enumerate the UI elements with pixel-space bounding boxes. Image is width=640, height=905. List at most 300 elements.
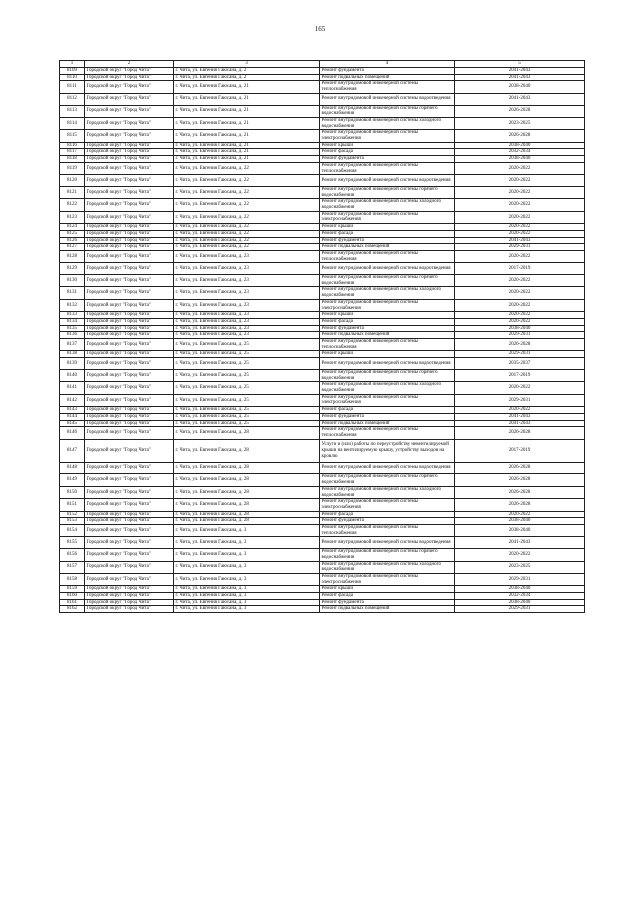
row-number-cell: 8158 [60,573,85,585]
address-cell: г. Чита, ул. Евгения Гаюсана, д. 23 [174,263,320,275]
municipality-cell: Городской округ "Город Чита" [85,420,174,427]
work-type-cell: Ремонт внутридомовой инженерной системы электроснабжения [320,499,455,511]
address-cell: г. Чита, ул. Евгения Гаюсана, д. 23 [174,287,320,299]
address-cell: г. Чита, ул. Евгения Гаюсана, д. 21 [174,93,320,105]
table-row [60,318,585,325]
table-row [60,224,585,231]
row-number-cell: 8137 [60,339,85,351]
period-cell: 2020-2022 [455,299,585,311]
address-cell: г. Чита, ул. Евгения Гаюсана, д. 21 [174,105,320,117]
address-cell: г. Чита, ул. Евгения Гаюсана, д. 25 [174,413,320,420]
work-type-cell: Ремонт фасада [320,407,455,414]
row-number-cell: 8128 [60,250,85,262]
period-cell: 2029-2031 [455,244,585,251]
table-row [60,394,585,406]
row-number-cell: 8118 [60,156,85,163]
work-type-cell: Ремонт внутридомовой инженерной системы теплоснабжения [320,525,455,537]
table-row [60,474,585,486]
work-type-cell: Ремонт внутридомовой инженерной системы горячего водоснабжения [320,549,455,561]
address-cell: г. Чита, ул. Евгения Гаюсана, д. 22 [174,224,320,231]
period-cell: 2020-2022 [455,224,585,231]
period-cell: 2017-2019 [455,263,585,275]
row-number-cell: 8136 [60,332,85,339]
table-row [60,250,585,262]
work-type-cell: Ремонт крыши [320,312,455,319]
municipality-cell: Городской округ "Город Чита" [85,474,174,486]
address-cell: г. Чита, ул. Евгения Гаюсана, д. 3 [174,586,320,593]
period-cell: 2023-2025 [455,561,585,573]
table-row [60,573,585,585]
table-row [60,299,585,311]
period-cell: 2026-2028 [455,486,585,498]
municipality-cell: Городской округ "Город Чита" [85,175,174,187]
period-cell: 2020-2022 [455,211,585,223]
municipality-cell: Городской округ "Город Чита" [85,68,174,75]
period-cell: 2038-2040 [455,142,585,149]
column-number: 4 [320,61,455,68]
row-number-cell: 8127 [60,244,85,251]
period-cell: 2032-2034 [455,593,585,600]
row-number-cell: 8132 [60,299,85,311]
work-type-cell: Ремонт крыши [320,351,455,358]
table-row [60,382,585,394]
period-cell: 2020-2022 [455,382,585,394]
work-type-cell: Ремонт внутридомовой инженерной системы холодного водоснабжения [320,486,455,498]
work-type-cell: Ремонт внутридомовой инженерной системы водоотведения [320,537,455,549]
municipality-cell: Городской округ "Город Чита" [85,186,174,198]
period-cell: 2020-2022 [455,312,585,319]
address-cell: г. Чита, ул. Евгения Гаюсана, д. 25 [174,358,320,370]
column-number: 1 [60,61,85,68]
table-row [60,199,585,211]
period-cell: 2038-2040 [455,525,585,537]
period-cell: 2020-2022 [455,549,585,561]
address-cell: г. Чита, ул. Евгения Гаюсана, д. 25 [174,394,320,406]
address-cell: г. Чита, ул. Евгения Гаюсана, д. 21 [174,142,320,149]
address-cell: г. Чита, ул. Евгения Гаюсана, д. 28 [174,439,320,462]
row-number-cell: 8121 [60,186,85,198]
period-cell: 2029-2031 [455,573,585,585]
period-cell: 2032-2034 [455,149,585,156]
period-cell: 2041-2043 [455,420,585,427]
row-number-cell: 8115 [60,130,85,142]
work-type-cell: Ремонт фундамента [320,325,455,332]
table-row [60,149,585,156]
period-cell: 2020-2022 [455,199,585,211]
table-row [60,462,585,474]
municipality-cell: Городской округ "Город Чита" [85,394,174,406]
work-type-cell: Ремонт фундамента [320,599,455,606]
address-cell: г. Чита, ул. Евгения Гаюсана, д. 23 [174,250,320,262]
period-cell: 2029-2031 [455,606,585,613]
table-row [60,325,585,332]
work-type-cell: Ремонт подвальных помещений [320,606,455,613]
period-cell: 2026-2028 [455,462,585,474]
work-type-cell: Ремонт внутридомовой инженерной системы горячего водоснабжения [320,474,455,486]
municipality-cell: Городской округ "Город Чита" [85,499,174,511]
municipality-cell: Городской округ "Город Чита" [85,81,174,93]
work-type-cell: Ремонт подвальных помещений [320,332,455,339]
municipality-cell: Городской округ "Город Чита" [85,275,174,287]
row-number-cell: 8150 [60,486,85,498]
municipality-cell: Городской округ "Город Чита" [85,573,174,585]
row-number-cell: 8129 [60,263,85,275]
address-cell: г. Чита, ул. Евгения Гаюсана, д. 3 [174,593,320,600]
municipality-cell: Городской округ "Город Чита" [85,339,174,351]
row-number-cell: 8159 [60,586,85,593]
period-cell: 2041-2043 [455,93,585,105]
work-type-cell: Ремонт фундамента [320,68,455,75]
address-cell: г. Чита, ул. Евгения Гаюсана, д. 23 [174,325,320,332]
municipality-cell: Городской округ "Город Чита" [85,599,174,606]
work-type-cell: Ремонт внутридомовой инженерной системы теплоснабжения [320,81,455,93]
table-row [60,81,585,93]
work-type-cell: Ремонт внутридомовой инженерной системы холодного водоснабжения [320,561,455,573]
period-cell: 2020-2022 [455,407,585,414]
row-number-cell: 8147 [60,439,85,462]
address-cell: г. Чита, ул. Евгения Гаюсана, д. 22 [174,237,320,244]
table-row [60,511,585,518]
table-row [60,275,585,287]
address-cell: г. Чита, ул. Евгения Гаюсана, д. 28 [174,511,320,518]
address-cell: г. Чита, ул. Евгения Гаюсана, д. 22 [174,230,320,237]
period-cell: 2026-2028 [455,130,585,142]
work-type-cell: Ремонт крыши [320,586,455,593]
address-cell: г. Чита, ул. Евгения Гаюсана, д. 3 [174,606,320,613]
period-cell: 2029-2031 [455,332,585,339]
row-number-cell: 8151 [60,499,85,511]
address-cell: г. Чита, ул. Евгения Гаюсана, д. 28 [174,474,320,486]
row-number-cell: 8114 [60,117,85,129]
table-row [60,263,585,275]
table-row [60,339,585,351]
address-cell: г. Чита, ул. Евгения Гаюсана, д. 3 [174,561,320,573]
period-cell: 2038-2040 [455,518,585,525]
row-number-cell: 8117 [60,149,85,156]
work-type-cell: Ремонт фундамента [320,237,455,244]
municipality-cell: Городской округ "Город Чита" [85,299,174,311]
municipality-cell: Городской округ "Город Чита" [85,382,174,394]
row-number-cell: 8112 [60,93,85,105]
work-type-cell: Ремонт внутридомовой инженерной системы водоотведения [320,358,455,370]
period-cell: 2020-2022 [455,287,585,299]
table-row [60,332,585,339]
row-number-cell: 8162 [60,606,85,613]
row-number-cell: 8135 [60,325,85,332]
period-cell: 2041-2043 [455,537,585,549]
address-cell: г. Чита, ул. Евгения Гаюсана, д. 3 [174,573,320,585]
work-type-cell: Ремонт внутридомовой инженерной системы теплоснабжения [320,250,455,262]
municipality-cell: Городской округ "Город Чита" [85,332,174,339]
municipality-cell: Городской округ "Город Чита" [85,439,174,462]
address-cell: г. Чита, ул. Евгения Гаюсана, д. 25 [174,351,320,358]
municipality-cell: Городской округ "Город Чита" [85,486,174,498]
period-cell: 2038-2040 [455,586,585,593]
table-row [60,93,585,105]
column-number: 3 [174,61,320,68]
address-cell: г. Чита, ул. Евгения Гаюсана, д. 3 [174,537,320,549]
period-cell: 2023-2025 [455,117,585,129]
table-row [60,518,585,525]
address-cell: г. Чита, ул. Евгения Гаюсана, д. 22 [174,186,320,198]
row-number-cell: 8153 [60,518,85,525]
row-number-cell: 8149 [60,474,85,486]
work-type-cell: Ремонт внутридомовой инженерной системы электроснабжения [320,211,455,223]
municipality-cell: Городской округ "Город Чита" [85,156,174,163]
work-type-cell: Ремонт подвальных помещений [320,74,455,81]
work-type-cell: Ремонт внутридомовой инженерной системы теплоснабжения [320,162,455,174]
address-cell: г. Чита, ул. Евгения Гаюсана, д. 25 [174,369,320,381]
table-row [60,369,585,381]
address-cell: г. Чита, ул. Евгения Гаюсана, д. 28 [174,486,320,498]
row-number-cell: 8109 [60,68,85,75]
period-cell: 2020-2022 [455,230,585,237]
table-row [60,599,585,606]
work-type-cell: Ремонт внутридомовой инженерной системы водоотведения [320,175,455,187]
municipality-cell: Городской округ "Город Чита" [85,263,174,275]
municipality-cell: Городской округ "Город Чита" [85,525,174,537]
municipality-cell: Городской округ "Город Чита" [85,593,174,600]
row-number-cell: 8110 [60,74,85,81]
table-row [60,230,585,237]
table-row [60,351,585,358]
row-number-cell: 8126 [60,237,85,244]
row-number-cell: 8146 [60,427,85,439]
address-cell: г. Чита, ул. Евгения Гаюсана, д. 22 [174,175,320,187]
row-number-cell: 8140 [60,369,85,381]
municipality-cell: Городской округ "Город Чита" [85,224,174,231]
work-type-cell: Ремонт внутридомовой инженерной системы горячего водоснабжения [320,369,455,381]
row-number-cell: 8111 [60,81,85,93]
period-cell: 2020-2022 [455,186,585,198]
row-number-cell: 8116 [60,142,85,149]
period-cell: 2020-2022 [455,162,585,174]
work-type-cell: Ремонт внутридомовой инженерной системы теплоснабжения [320,339,455,351]
row-number-cell: 8113 [60,105,85,117]
municipality-cell: Городской округ "Город Чита" [85,93,174,105]
table-row [60,105,585,117]
work-type-cell: Ремонт фундамента [320,518,455,525]
period-cell: 2029-2031 [455,351,585,358]
municipality-cell: Городской округ "Город Чита" [85,312,174,319]
municipality-cell: Городской округ "Город Чита" [85,287,174,299]
municipality-cell: Городской округ "Город Чита" [85,325,174,332]
address-cell: г. Чита, ул. Евгения Гаюсана, д. 28 [174,427,320,439]
table-row [60,561,585,573]
municipality-cell: Городской округ "Город Чита" [85,561,174,573]
work-type-cell: Ремонт внутридомовой инженерной системы теплоснабжения [320,427,455,439]
work-type-cell: Ремонт внутридомовой инженерной системы холодного водоснабжения [320,287,455,299]
work-type-cell: Ремонт крыши [320,224,455,231]
municipality-cell: Городской округ "Город Чита" [85,149,174,156]
address-cell: г. Чита, ул. Евгения Гаюсана, д. 23 [174,299,320,311]
row-number-cell: 8142 [60,394,85,406]
work-type-cell: Ремонт внутридомовой инженерной системы горячего водоснабжения [320,275,455,287]
table-row [60,162,585,174]
table-row [60,420,585,427]
address-cell: г. Чита, ул. Евгения Гаюсана, д. 21 [174,130,320,142]
work-type-cell: Ремонт внутридомовой инженерной системы электроснабжения [320,573,455,585]
address-cell: г. Чита, ул. Евгения Гаюсана, д. 21 [174,156,320,163]
work-type-cell: Ремонт фасада [320,318,455,325]
row-number-cell: 8120 [60,175,85,187]
municipality-cell: Городской округ "Город Чита" [85,586,174,593]
row-number-cell: 8131 [60,287,85,299]
row-number-cell: 8157 [60,561,85,573]
municipality-cell: Городской округ "Город Чита" [85,606,174,613]
period-cell: 2026-2028 [455,339,585,351]
table-row [60,237,585,244]
period-cell: 2020-2022 [455,318,585,325]
address-cell: г. Чита, ул. Евгения Гаюсана, д. 25 [174,339,320,351]
address-cell: г. Чита, ул. Евгения Гаюсана, д. 23 [174,312,320,319]
row-number-cell: 8139 [60,358,85,370]
row-number-cell: 8154 [60,525,85,537]
table-row [60,407,585,414]
table-row [60,156,585,163]
table-row [60,244,585,251]
municipality-cell: Городской округ "Город Чита" [85,130,174,142]
address-cell: г. Чита, ул. Евгения Гаюсана, д. 21 [174,81,320,93]
table-row [60,537,585,549]
municipality-cell: Городской округ "Город Чита" [85,74,174,81]
column-number: 2 [85,61,174,68]
municipality-cell: Городской округ "Город Чита" [85,369,174,381]
period-cell: 2020-2022 [455,250,585,262]
row-number-cell: 8148 [60,462,85,474]
period-cell: 2035-2037 [455,358,585,370]
table-row [60,486,585,498]
page-number: 165 [314,25,326,33]
work-type-cell: Ремонт внутридомовой инженерной системы водоотведения [320,93,455,105]
address-cell: г. Чита, ул. Евгения Гаюсана, д. 2 [174,74,320,81]
row-number-cell: 8155 [60,537,85,549]
table-row [60,413,585,420]
municipality-cell: Городской округ "Город Чита" [85,211,174,223]
work-type-cell: Ремонт крыши [320,142,455,149]
period-cell: 2041-2043 [455,74,585,81]
address-cell: г. Чита, ул. Евгения Гаюсана, д. 23 [174,318,320,325]
work-type-cell: Ремонт внутридомовой инженерной системы электроснабжения [320,130,455,142]
period-cell: 2041-2043 [455,413,585,420]
work-type-cell: Ремонт внутридомовой инженерной системы холодного водоснабжения [320,117,455,129]
period-cell: 2020-2022 [455,511,585,518]
work-type-cell: Ремонт фундамента [320,156,455,163]
municipality-cell: Городской округ "Город Чита" [85,549,174,561]
address-cell: г. Чита, ул. Евгения Гаюсана, д. 21 [174,117,320,129]
period-cell: 2029-2031 [455,394,585,406]
work-type-cell: Ремонт внутридомовой инженерной системы водоотведения [320,263,455,275]
period-cell: 2041-2043 [455,237,585,244]
municipality-cell: Городской округ "Город Чита" [85,518,174,525]
table-row [60,186,585,198]
period-cell: 2038-2040 [455,599,585,606]
column-number: 5 [455,61,585,68]
address-cell: г. Чита, ул. Евгения Гаюсана, д. 28 [174,462,320,474]
table-row [60,499,585,511]
row-number-cell: 8133 [60,312,85,319]
period-cell: 2026-2028 [455,427,585,439]
municipality-cell: Городской округ "Город Чита" [85,407,174,414]
row-number-cell: 8156 [60,549,85,561]
period-cell: 2038-2040 [455,156,585,163]
municipality-cell: Городской округ "Город Чита" [85,358,174,370]
work-type-cell: Услуги и (или) работы по переустройству невентилируемой крыши на вентилируемую крышу, устройству выходов на кровлю [320,439,455,462]
work-type-cell: Ремонт фундамента [320,413,455,420]
municipality-cell: Городской округ "Город Чита" [85,199,174,211]
period-cell: 2026-2028 [455,105,585,117]
work-type-cell: Ремонт фасада [320,230,455,237]
row-number-cell: 8161 [60,599,85,606]
table-row [60,117,585,129]
table-row [60,211,585,223]
address-cell: г. Чита, ул. Евгения Гаюсана, д. 2 [174,68,320,75]
address-cell: г. Чита, ул. Евгения Гаюсана, д. 3 [174,549,320,561]
table-row [60,175,585,187]
table-row [60,586,585,593]
address-cell: г. Чита, ул. Евгения Гаюсана, д. 3 [174,599,320,606]
row-number-cell: 8122 [60,199,85,211]
row-number-cell: 8141 [60,382,85,394]
address-cell: г. Чита, ул. Евгения Гаюсана, д. 22 [174,199,320,211]
work-type-cell: Ремонт внутридомовой инженерной системы холодного водоснабжения [320,199,455,211]
row-number-cell: 8119 [60,162,85,174]
work-type-cell: Ремонт внутридомовой инженерной системы электроснабжения [320,394,455,406]
table-row [60,287,585,299]
table-row [60,74,585,81]
work-type-cell: Ремонт фасада [320,149,455,156]
period-cell: 2017-2019 [455,369,585,381]
municipality-cell: Городской округ "Город Чита" [85,142,174,149]
address-cell: г. Чита, ул. Евгения Гаюсана, д. 23 [174,332,320,339]
address-cell: г. Чита, ул. Евгения Гаюсана, д. 22 [174,244,320,251]
municipality-cell: Городской округ "Город Чита" [85,250,174,262]
address-cell: г. Чита, ул. Евгения Гаюсана, д. 25 [174,420,320,427]
address-cell: г. Чита, ул. Евгения Гаюсана, д. 28 [174,499,320,511]
municipality-cell: Городской округ "Город Чита" [85,351,174,358]
work-type-cell: Ремонт подвальных помещений [320,420,455,427]
table-row [60,439,585,462]
municipality-cell: Городской округ "Город Чита" [85,117,174,129]
address-cell: г. Чита, ул. Евгения Гаюсана, д. 25 [174,407,320,414]
table-row [60,525,585,537]
municipality-cell: Городской округ "Город Чита" [85,105,174,117]
work-type-cell: Ремонт внутридомовой инженерной системы водоотведения [320,462,455,474]
period-cell: 2038-2040 [455,81,585,93]
address-cell: г. Чита, ул. Евгения Гаюсана, д. 22 [174,162,320,174]
address-cell: г. Чита, ул. Евгения Гаюсана, д. 23 [174,275,320,287]
row-number-cell: 8123 [60,211,85,223]
work-type-cell: Ремонт внутридомовой инженерной системы горячего водоснабжения [320,186,455,198]
address-cell: г. Чита, ул. Евгения Гаюсана, д. 3 [174,525,320,537]
municipality-cell: Городской округ "Город Чита" [85,537,174,549]
period-cell: 2026-2028 [455,474,585,486]
municipality-cell: Городской округ "Город Чита" [85,162,174,174]
row-number-cell: 8138 [60,351,85,358]
work-type-cell: Ремонт подвальных помещений [320,244,455,251]
period-cell: 2038-2040 [455,325,585,332]
row-number-cell: 8145 [60,420,85,427]
repair-schedule-table [59,60,585,613]
table-row [60,606,585,613]
period-cell: 2020-2022 [455,275,585,287]
period-cell: 2017-2019 [455,439,585,462]
table-row [60,427,585,439]
work-type-cell: Ремонт внутридомовой инженерной системы электроснабжения [320,299,455,311]
table-row [60,593,585,600]
row-number-cell: 8125 [60,230,85,237]
row-number-cell: 8124 [60,224,85,231]
